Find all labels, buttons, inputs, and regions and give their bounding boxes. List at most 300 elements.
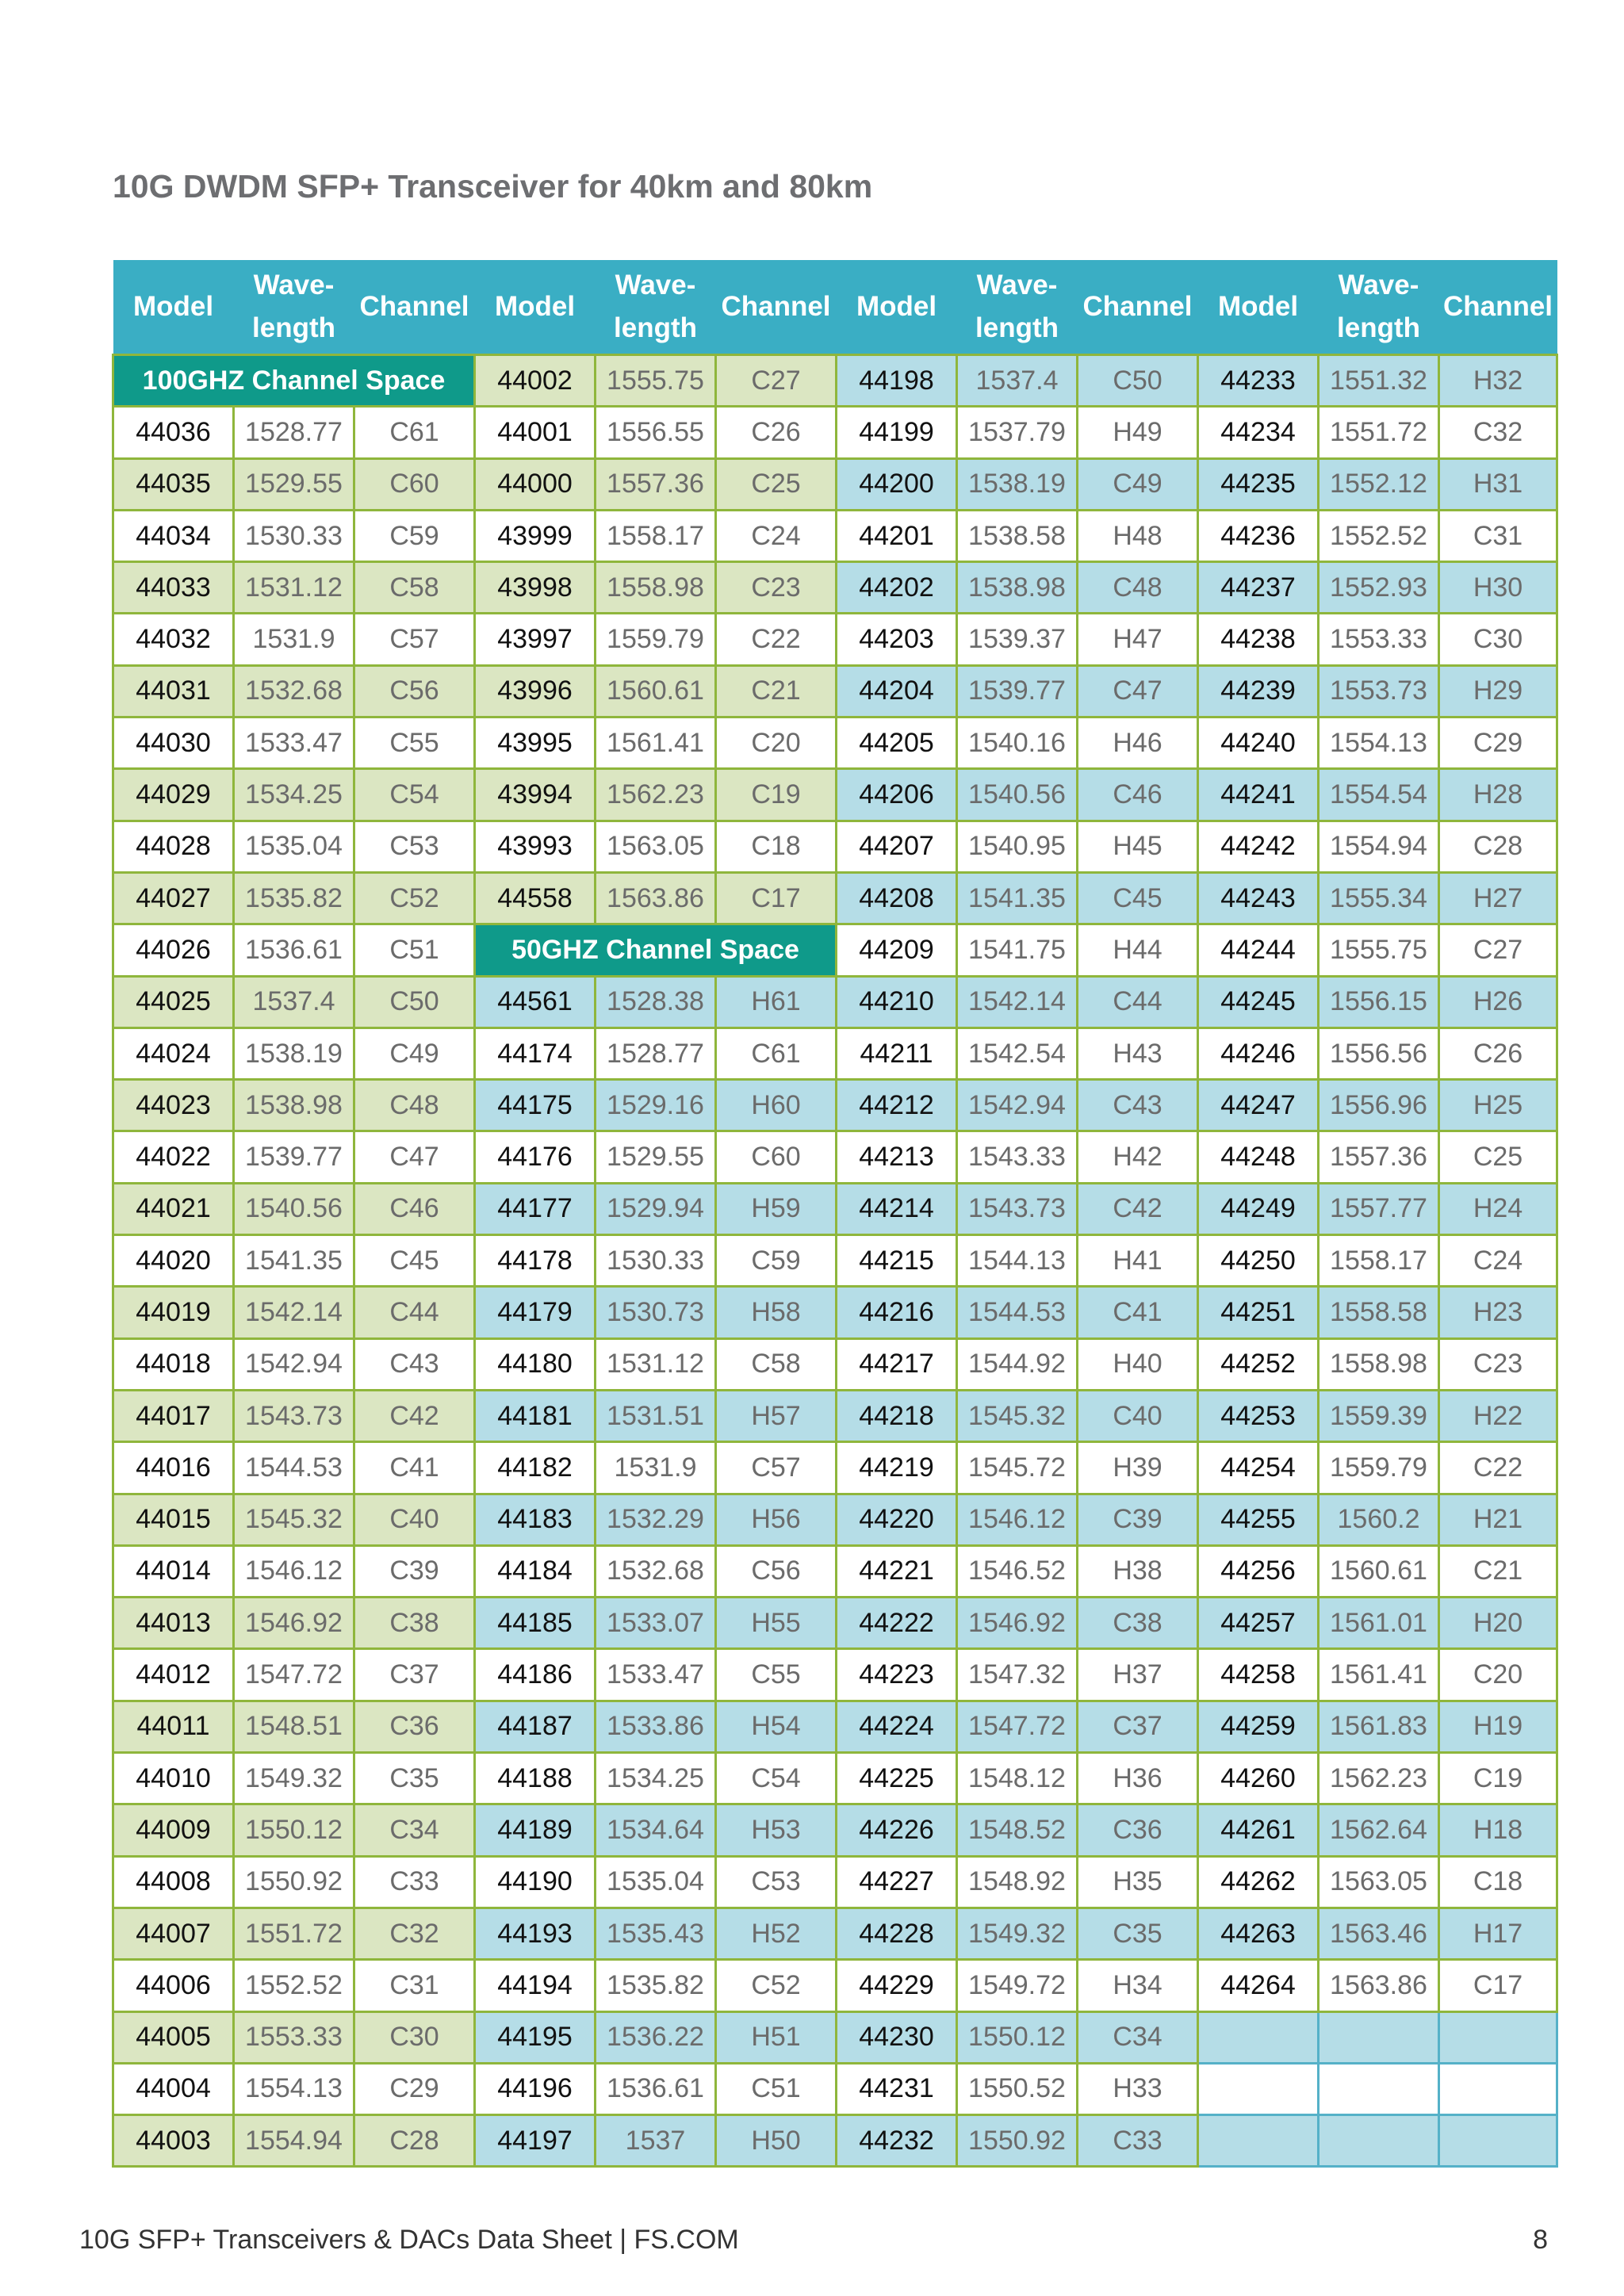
cell-model: 44006 bbox=[113, 1960, 234, 2011]
table-row bbox=[113, 1390, 1557, 1441]
cell-model: 44220 bbox=[837, 1494, 957, 1545]
cell-wavelength: 1533.47 bbox=[596, 1649, 716, 1701]
cell-wavelength: 1540.95 bbox=[957, 821, 1078, 872]
cell-wavelength: 1532.68 bbox=[596, 1545, 716, 1597]
table-row bbox=[113, 458, 1557, 510]
cell-model: 44033 bbox=[113, 562, 234, 614]
cell-model: 44185 bbox=[475, 1598, 596, 1649]
table-row bbox=[113, 1598, 1557, 1649]
cell-wavelength: 1536.61 bbox=[234, 924, 354, 976]
cell-model: 44004 bbox=[113, 2063, 234, 2114]
table-row bbox=[113, 872, 1557, 924]
cell-model: 44179 bbox=[475, 1287, 596, 1338]
table-row bbox=[113, 665, 1557, 717]
cell-model: 44212 bbox=[837, 1080, 957, 1131]
cell-wavelength: 1548.52 bbox=[957, 1804, 1078, 1856]
cell-model: 44002 bbox=[475, 355, 596, 407]
cell-wavelength: 1537.4 bbox=[957, 355, 1078, 407]
cell-channel: C23 bbox=[716, 562, 837, 614]
cell-wavelength: 1552.12 bbox=[1319, 458, 1439, 510]
cell-wavelength: 1530.73 bbox=[596, 1287, 716, 1338]
cell-model: 44208 bbox=[837, 872, 957, 924]
page-number: 8 bbox=[1533, 2225, 1548, 2255]
cell-model: 44007 bbox=[113, 1908, 234, 1959]
cell-channel: C39 bbox=[354, 1545, 475, 1597]
cell-model: 44199 bbox=[837, 407, 957, 458]
cell-model: 44030 bbox=[113, 718, 234, 769]
cell-channel: C36 bbox=[1078, 1804, 1198, 1856]
cell-model: 43997 bbox=[475, 614, 596, 665]
cell-wavelength: 1541.75 bbox=[957, 924, 1078, 976]
cell-channel: C49 bbox=[354, 1027, 475, 1079]
cell-model: 44028 bbox=[113, 821, 234, 872]
cell-wavelength: 1554.94 bbox=[234, 2115, 354, 2167]
cell-wavelength: 1544.92 bbox=[957, 1338, 1078, 1390]
cell-wavelength: 1537 bbox=[596, 2115, 716, 2167]
cell-model: 44243 bbox=[1198, 872, 1319, 924]
table-row bbox=[113, 407, 1557, 458]
cell-wavelength: 1550.52 bbox=[957, 2063, 1078, 2114]
cell-channel: H39 bbox=[1078, 1442, 1198, 1494]
cell-wavelength: 1563.86 bbox=[1319, 1960, 1439, 2011]
cell-channel: C55 bbox=[716, 1649, 837, 1701]
cell-model: 44235 bbox=[1198, 458, 1319, 510]
cell-wavelength: 1557.36 bbox=[596, 458, 716, 510]
cell-channel: H41 bbox=[1078, 1235, 1198, 1287]
cell-model: 44193 bbox=[475, 1908, 596, 1959]
cell-channel: H57 bbox=[716, 1390, 837, 1441]
cell-channel: C49 bbox=[1078, 458, 1198, 510]
cell-wavelength: 1534.64 bbox=[596, 1804, 716, 1856]
cell-model: 44224 bbox=[837, 1701, 957, 1752]
cell-channel: H61 bbox=[716, 976, 837, 1027]
cell-model: 44227 bbox=[837, 1856, 957, 1908]
table-row bbox=[113, 562, 1557, 614]
cell-model: 44561 bbox=[475, 976, 596, 1027]
cell-channel: H21 bbox=[1439, 1494, 1557, 1545]
cell-wavelength: 1555.34 bbox=[1319, 872, 1439, 924]
cell-model: 43998 bbox=[475, 562, 596, 614]
table-row bbox=[113, 1131, 1557, 1183]
cell-channel: C43 bbox=[1078, 1080, 1198, 1131]
cell-model: 44011 bbox=[113, 1701, 234, 1752]
cell-model bbox=[1198, 2063, 1319, 2114]
cell-channel bbox=[1439, 2063, 1557, 2114]
cell-model: 44198 bbox=[837, 355, 957, 407]
cell-wavelength: 1543.33 bbox=[957, 1131, 1078, 1183]
cell-model: 44263 bbox=[1198, 1908, 1319, 1959]
cell-channel: C28 bbox=[1439, 821, 1557, 872]
cell-wavelength bbox=[1319, 2115, 1439, 2167]
cell-model: 44181 bbox=[475, 1390, 596, 1441]
cell-channel: C52 bbox=[716, 1960, 837, 2011]
cell-channel: C23 bbox=[1439, 1338, 1557, 1390]
cell-channel: C39 bbox=[1078, 1494, 1198, 1545]
cell-wavelength: 1536.61 bbox=[596, 2063, 716, 2114]
cell-wavelength: 1531.12 bbox=[596, 1338, 716, 1390]
cell-model: 44000 bbox=[475, 458, 596, 510]
cell-model: 44204 bbox=[837, 665, 957, 717]
cell-channel: C20 bbox=[1439, 1649, 1557, 1701]
cell-model: 44245 bbox=[1198, 976, 1319, 1027]
cell-model: 44256 bbox=[1198, 1545, 1319, 1597]
cell-channel: H43 bbox=[1078, 1027, 1198, 1079]
cell-channel: H40 bbox=[1078, 1338, 1198, 1390]
cell-wavelength: 1546.12 bbox=[234, 1545, 354, 1597]
cell-wavelength: 1546.92 bbox=[957, 1598, 1078, 1649]
cell-wavelength: 1539.77 bbox=[234, 1131, 354, 1183]
cell-model: 44036 bbox=[113, 407, 234, 458]
cell-model: 44184 bbox=[475, 1545, 596, 1597]
header-wavelength: Wave- length bbox=[234, 260, 354, 355]
cell-model: 44176 bbox=[475, 1131, 596, 1183]
cell-channel: C46 bbox=[354, 1183, 475, 1234]
cell-model: 44251 bbox=[1198, 1287, 1319, 1338]
cell-wavelength: 1556.15 bbox=[1319, 976, 1439, 1027]
cell-model: 44024 bbox=[113, 1027, 234, 1079]
cell-channel: C22 bbox=[716, 614, 837, 665]
cell-model: 44023 bbox=[113, 1080, 234, 1131]
cell-model: 44236 bbox=[1198, 510, 1319, 561]
cell-channel: C32 bbox=[354, 1908, 475, 1959]
cell-model: 44027 bbox=[113, 872, 234, 924]
cell-model: 44230 bbox=[837, 2011, 957, 2063]
cell-wavelength: 1554.94 bbox=[1319, 821, 1439, 872]
cell-channel: C37 bbox=[354, 1649, 475, 1701]
cell-channel: C44 bbox=[354, 1287, 475, 1338]
cell-channel: C52 bbox=[354, 872, 475, 924]
cell-model: 44205 bbox=[837, 718, 957, 769]
cell-model: 44246 bbox=[1198, 1027, 1319, 1079]
cell-model: 44177 bbox=[475, 1183, 596, 1234]
cell-wavelength: 1563.86 bbox=[596, 872, 716, 924]
table-row bbox=[113, 1235, 1557, 1287]
cell-wavelength: 1553.33 bbox=[234, 2011, 354, 2063]
cell-wavelength: 1533.07 bbox=[596, 1598, 716, 1649]
cell-model: 44209 bbox=[837, 924, 957, 976]
cell-model: 44003 bbox=[113, 2115, 234, 2167]
cell-model: 44253 bbox=[1198, 1390, 1319, 1441]
cell-wavelength: 1530.33 bbox=[596, 1235, 716, 1287]
cell-model: 44186 bbox=[475, 1649, 596, 1701]
cell-model: 44225 bbox=[837, 1753, 957, 1804]
cell-model: 44203 bbox=[837, 614, 957, 665]
cell-channel: C43 bbox=[354, 1338, 475, 1390]
cell-model: 44013 bbox=[113, 1598, 234, 1649]
cell-channel: C45 bbox=[1078, 872, 1198, 924]
cell-model: 44254 bbox=[1198, 1442, 1319, 1494]
cell-wavelength: 1547.72 bbox=[234, 1649, 354, 1701]
cell-model: 44259 bbox=[1198, 1701, 1319, 1752]
cell-wavelength: 1561.01 bbox=[1319, 1598, 1439, 1649]
cell-wavelength: 1551.72 bbox=[1319, 407, 1439, 458]
cell-channel: H17 bbox=[1439, 1908, 1557, 1959]
cell-wavelength: 1534.25 bbox=[596, 1753, 716, 1804]
cell-wavelength: 1539.77 bbox=[957, 665, 1078, 717]
cell-model: 44189 bbox=[475, 1804, 596, 1856]
cell-channel bbox=[1439, 2011, 1557, 2063]
table-row bbox=[113, 1804, 1557, 1856]
cell-wavelength: 1558.98 bbox=[596, 562, 716, 614]
cell-wavelength: 1543.73 bbox=[234, 1390, 354, 1441]
cell-channel: H59 bbox=[716, 1183, 837, 1234]
cell-model: 44202 bbox=[837, 562, 957, 614]
channel-space-label: 100GHZ Channel Space bbox=[113, 355, 475, 407]
cell-channel: C41 bbox=[354, 1442, 475, 1494]
cell-channel: H55 bbox=[716, 1598, 837, 1649]
cell-channel: C29 bbox=[354, 2063, 475, 2114]
cell-wavelength: 1535.04 bbox=[234, 821, 354, 872]
cell-model: 44174 bbox=[475, 1027, 596, 1079]
cell-wavelength: 1553.33 bbox=[1319, 614, 1439, 665]
cell-channel: C27 bbox=[1439, 924, 1557, 976]
cell-wavelength: 1545.32 bbox=[957, 1390, 1078, 1441]
cell-channel: C60 bbox=[716, 1131, 837, 1183]
cell-channel: H49 bbox=[1078, 407, 1198, 458]
cell-channel: C27 bbox=[716, 355, 837, 407]
cell-model: 44252 bbox=[1198, 1338, 1319, 1390]
cell-model: 44249 bbox=[1198, 1183, 1319, 1234]
table-row bbox=[113, 1753, 1557, 1804]
cell-channel: C18 bbox=[716, 821, 837, 872]
cell-model: 44175 bbox=[475, 1080, 596, 1131]
cell-channel: H50 bbox=[716, 2115, 837, 2167]
page-title: 10G DWDM SFP+ Transceiver for 40km and 80km bbox=[113, 168, 873, 205]
cell-wavelength: 1544.13 bbox=[957, 1235, 1078, 1287]
cell-channel: C48 bbox=[354, 1080, 475, 1131]
cell-channel: H54 bbox=[716, 1701, 837, 1752]
table-row bbox=[113, 1856, 1557, 1908]
cell-wavelength: 1563.05 bbox=[596, 821, 716, 872]
channel-space-label: 50GHZ Channel Space bbox=[475, 924, 837, 976]
cell-wavelength: 1528.77 bbox=[234, 407, 354, 458]
cell-channel: C40 bbox=[354, 1494, 475, 1545]
cell-model: 44558 bbox=[475, 872, 596, 924]
cell-wavelength: 1538.19 bbox=[957, 458, 1078, 510]
cell-channel: H53 bbox=[716, 1804, 837, 1856]
cell-channel: H46 bbox=[1078, 718, 1198, 769]
cell-wavelength: 1550.12 bbox=[234, 1804, 354, 1856]
cell-model: 44180 bbox=[475, 1338, 596, 1390]
cell-wavelength: 1540.16 bbox=[957, 718, 1078, 769]
cell-channel: C17 bbox=[1439, 1960, 1557, 2011]
cell-wavelength: 1531.12 bbox=[234, 562, 354, 614]
cell-wavelength: 1536.22 bbox=[596, 2011, 716, 2063]
cell-channel: C45 bbox=[354, 1235, 475, 1287]
cell-wavelength: 1556.55 bbox=[596, 407, 716, 458]
cell-channel: C18 bbox=[1439, 1856, 1557, 1908]
cell-channel: H26 bbox=[1439, 976, 1557, 1027]
cell-wavelength: 1560.61 bbox=[596, 665, 716, 717]
cell-model: 44207 bbox=[837, 821, 957, 872]
cell-wavelength: 1535.82 bbox=[234, 872, 354, 924]
cell-model: 44250 bbox=[1198, 1235, 1319, 1287]
cell-wavelength: 1558.98 bbox=[1319, 1338, 1439, 1390]
cell-channel: C51 bbox=[354, 924, 475, 976]
cell-wavelength: 1537.4 bbox=[234, 976, 354, 1027]
cell-channel: C37 bbox=[1078, 1701, 1198, 1752]
cell-wavelength: 1539.37 bbox=[957, 614, 1078, 665]
cell-model: 44020 bbox=[113, 1235, 234, 1287]
table-row bbox=[113, 1183, 1557, 1234]
cell-wavelength: 1555.75 bbox=[596, 355, 716, 407]
cell-model: 44014 bbox=[113, 1545, 234, 1597]
cell-wavelength: 1542.94 bbox=[957, 1080, 1078, 1131]
cell-wavelength: 1560.61 bbox=[1319, 1545, 1439, 1597]
cell-channel: H47 bbox=[1078, 614, 1198, 665]
cell-model: 44034 bbox=[113, 510, 234, 561]
cell-channel: H22 bbox=[1439, 1390, 1557, 1441]
cell-wavelength: 1533.47 bbox=[234, 718, 354, 769]
cell-channel: C46 bbox=[1078, 769, 1198, 821]
cell-channel: C54 bbox=[716, 1753, 837, 1804]
cell-channel: C20 bbox=[716, 718, 837, 769]
cell-model: 44226 bbox=[837, 1804, 957, 1856]
cell-wavelength: 1561.41 bbox=[1319, 1649, 1439, 1701]
cell-wavelength: 1546.12 bbox=[957, 1494, 1078, 1545]
cell-wavelength: 1538.19 bbox=[234, 1027, 354, 1079]
cell-channel: C32 bbox=[1439, 407, 1557, 458]
cell-wavelength: 1556.96 bbox=[1319, 1080, 1439, 1131]
cell-channel: H42 bbox=[1078, 1131, 1198, 1183]
cell-model: 44035 bbox=[113, 458, 234, 510]
cell-channel: C34 bbox=[1078, 2011, 1198, 2063]
cell-channel: C36 bbox=[354, 1701, 475, 1752]
cell-channel: C48 bbox=[1078, 562, 1198, 614]
cell-channel: C38 bbox=[1078, 1598, 1198, 1649]
cell-channel: C19 bbox=[716, 769, 837, 821]
cell-model: 44222 bbox=[837, 1598, 957, 1649]
cell-channel: C21 bbox=[716, 665, 837, 717]
cell-wavelength: 1551.32 bbox=[1319, 355, 1439, 407]
cell-wavelength: 1529.55 bbox=[596, 1131, 716, 1183]
table-body bbox=[113, 355, 1557, 2167]
cell-model: 44010 bbox=[113, 1753, 234, 1804]
cell-wavelength: 1528.77 bbox=[596, 1027, 716, 1079]
cell-channel: H23 bbox=[1439, 1287, 1557, 1338]
cell-model: 44232 bbox=[837, 2115, 957, 2167]
cell-wavelength: 1544.53 bbox=[234, 1442, 354, 1494]
table-row bbox=[113, 355, 1557, 407]
table-row bbox=[113, 1545, 1557, 1597]
cell-model: 43995 bbox=[475, 718, 596, 769]
cell-channel: C44 bbox=[1078, 976, 1198, 1027]
cell-channel: H32 bbox=[1439, 355, 1557, 407]
cell-model: 44009 bbox=[113, 1804, 234, 1856]
cell-wavelength: 1557.77 bbox=[1319, 1183, 1439, 1234]
cell-channel: C21 bbox=[1439, 1545, 1557, 1597]
cell-model: 44190 bbox=[475, 1856, 596, 1908]
cell-model: 44210 bbox=[837, 976, 957, 1027]
cell-wavelength: 1540.56 bbox=[234, 1183, 354, 1234]
cell-channel: C58 bbox=[354, 562, 475, 614]
cell-wavelength: 1529.16 bbox=[596, 1080, 716, 1131]
cell-channel: C59 bbox=[716, 1235, 837, 1287]
cell-channel: H36 bbox=[1078, 1753, 1198, 1804]
cell-channel: H33 bbox=[1078, 2063, 1198, 2114]
cell-wavelength: 1552.52 bbox=[1319, 510, 1439, 561]
table-row bbox=[113, 1701, 1557, 1752]
table-row bbox=[113, 976, 1557, 1027]
cell-wavelength: 1547.32 bbox=[957, 1649, 1078, 1701]
cell-model: 44221 bbox=[837, 1545, 957, 1597]
cell-wavelength: 1554.13 bbox=[1319, 718, 1439, 769]
cell-model: 44032 bbox=[113, 614, 234, 665]
cell-channel: C24 bbox=[716, 510, 837, 561]
cell-channel: C47 bbox=[1078, 665, 1198, 717]
cell-wavelength: 1529.55 bbox=[234, 458, 354, 510]
cell-channel: C60 bbox=[354, 458, 475, 510]
cell-model: 44021 bbox=[113, 1183, 234, 1234]
cell-channel: H56 bbox=[716, 1494, 837, 1545]
cell-model: 44008 bbox=[113, 1856, 234, 1908]
table-row bbox=[113, 1494, 1557, 1545]
cell-wavelength: 1549.32 bbox=[234, 1753, 354, 1804]
cell-channel: C61 bbox=[354, 407, 475, 458]
cell-wavelength: 1558.17 bbox=[1319, 1235, 1439, 1287]
header-channel: Channel bbox=[1078, 260, 1198, 355]
cell-channel: C41 bbox=[1078, 1287, 1198, 1338]
cell-channel: H34 bbox=[1078, 1960, 1198, 2011]
header-channel: Channel bbox=[716, 260, 837, 355]
cell-channel: C30 bbox=[354, 2011, 475, 2063]
cell-channel: H27 bbox=[1439, 872, 1557, 924]
cell-channel: C33 bbox=[354, 1856, 475, 1908]
cell-wavelength: 1543.73 bbox=[957, 1183, 1078, 1234]
cell-channel: C55 bbox=[354, 718, 475, 769]
cell-model: 44218 bbox=[837, 1390, 957, 1441]
cell-model: 44231 bbox=[837, 2063, 957, 2114]
cell-channel: H29 bbox=[1439, 665, 1557, 717]
cell-channel: C29 bbox=[1439, 718, 1557, 769]
cell-channel: C31 bbox=[354, 1960, 475, 2011]
cell-model: 44257 bbox=[1198, 1598, 1319, 1649]
header-channel: Channel bbox=[354, 260, 475, 355]
cell-wavelength: 1557.36 bbox=[1319, 1131, 1439, 1183]
cell-model: 44262 bbox=[1198, 1856, 1319, 1908]
cell-channel: C53 bbox=[354, 821, 475, 872]
table-row bbox=[113, 2063, 1557, 2114]
cell-wavelength: 1549.72 bbox=[957, 1960, 1078, 2011]
table-row bbox=[113, 1027, 1557, 1079]
cell-wavelength: 1549.32 bbox=[957, 1908, 1078, 1959]
cell-wavelength: 1537.79 bbox=[957, 407, 1078, 458]
table-row bbox=[113, 924, 1557, 976]
cell-model: 43999 bbox=[475, 510, 596, 561]
cell-model: 44182 bbox=[475, 1442, 596, 1494]
cell-wavelength: 1544.53 bbox=[957, 1287, 1078, 1338]
cell-channel: C58 bbox=[716, 1338, 837, 1390]
cell-channel: C51 bbox=[716, 2063, 837, 2114]
cell-wavelength: 1561.41 bbox=[596, 718, 716, 769]
table-row bbox=[113, 2115, 1557, 2167]
cell-wavelength: 1533.86 bbox=[596, 1701, 716, 1752]
cell-channel: C35 bbox=[1078, 1908, 1198, 1959]
cell-channel: C28 bbox=[354, 2115, 475, 2167]
cell-wavelength: 1538.98 bbox=[234, 1080, 354, 1131]
cell-wavelength: 1535.43 bbox=[596, 1908, 716, 1959]
cell-channel: H44 bbox=[1078, 924, 1198, 976]
cell-wavelength: 1546.92 bbox=[234, 1598, 354, 1649]
cell-channel: C33 bbox=[1078, 2115, 1198, 2167]
header-wavelength: Wave- length bbox=[1319, 260, 1439, 355]
cell-wavelength: 1562.23 bbox=[596, 769, 716, 821]
cell-model: 44216 bbox=[837, 1287, 957, 1338]
cell-wavelength: 1550.12 bbox=[957, 2011, 1078, 2063]
cell-wavelength: 1563.46 bbox=[1319, 1908, 1439, 1959]
cell-model: 44261 bbox=[1198, 1804, 1319, 1856]
cell-wavelength: 1563.05 bbox=[1319, 1856, 1439, 1908]
